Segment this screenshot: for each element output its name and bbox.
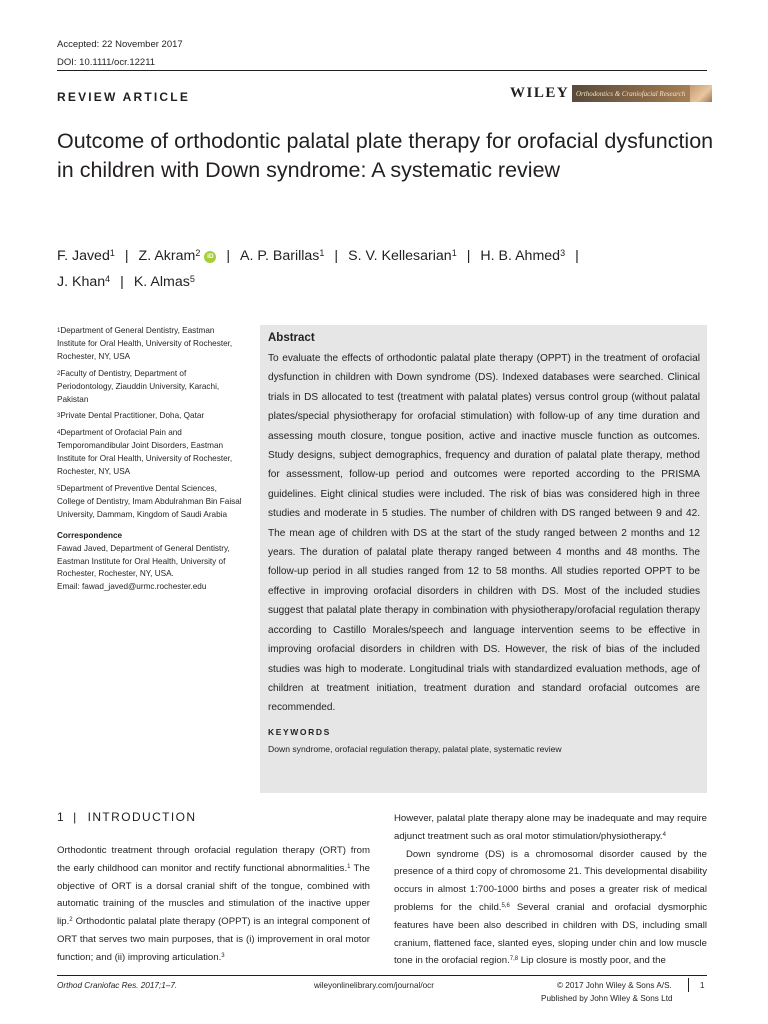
publisher-logo[interactable]: WILEY <box>510 85 570 101</box>
intro-paragraph-continued: However, palatal plate therapy alone may be inadequate and may require adjunct treatment such as oral motor stimulation/physiotherapy.$^4$ <box>394 813 707 842</box>
affiliation-3: $^3$Private Dental Practitioner, Doha, Qatar <box>57 411 205 421</box>
header-rule <box>57 70 707 71</box>
abstract-box <box>260 325 707 793</box>
footer-citation: Orthod Craniofac Res. 2017;1–7. <box>57 981 178 990</box>
citation-ref[interactable]: 4 <box>662 831 666 838</box>
citation-ref[interactable]: 1 <box>347 863 351 870</box>
footer-divider <box>688 978 689 992</box>
abstract-heading: Abstract <box>268 332 315 344</box>
citation-ref[interactable]: 3 <box>221 952 225 959</box>
footer-url[interactable]: wileyonlinelibrary.com/journal/ocr <box>314 981 434 990</box>
doi[interactable]: DOI: 10.1111/ocr.12211 <box>57 57 156 68</box>
citation-ref[interactable]: 5,6 <box>501 902 510 909</box>
citation-ref[interactable]: 7,8 <box>509 956 519 963</box>
accepted-date: Accepted: 22 November 2017 <box>57 39 183 50</box>
intro-right-column <box>394 810 707 970</box>
affiliation-5: $^5$Department of Preventive Dental Sciences, College of Dentistry, Imam Abdulrahman Bin Faisal University, Dammam, Kingdom of Saudi Arabia <box>57 483 242 519</box>
journal-cover-image <box>690 85 712 102</box>
author[interactable]: K. Almas$^5$ <box>133 274 195 290</box>
correspondence-text: Fawad Javed, Department of General Dentistry, Eastman Institute for Oral Health, University of Rochester, Rochester, NY, USA. <box>57 543 230 579</box>
keywords-text: Down syndrome, orofacial regulation therapy, palatal plate, systematic review <box>268 743 562 754</box>
affiliation-1: $^1$Department of General Dentistry, Eastman Institute for Oral Health, University of Rochester, Rochester, NY, USA <box>57 326 233 361</box>
author-list: F. Javed$^1$ | Z. Akram$^2$ iD | A. P. Barillas$^1$ | S. V. Kellesarian$^1$ | H. B. Ahmed$^3$ | J. Khan$^4$ | K. Almas$^5$ <box>57 248 579 290</box>
footer-rule <box>57 975 707 976</box>
author[interactable]: H. B. Ahmed$^3$ <box>480 248 566 264</box>
footer-copyright: © 2017 John Wiley & Sons A/S. <box>557 981 672 990</box>
author[interactable]: A. P. Barillas$^1$ <box>240 248 325 264</box>
keywords-heading: KEYWORDS <box>268 726 331 737</box>
intro-paragraph-1: Orthodontic treatment through orofacial regulation therapy (ORT) from the early childhood can monitor and rectify functional abnormalities.$^1$ The objective of ORT is a dorsal cranial shift of the tongue, combined with automatic training of the muscles and stimulation of the inactive upper lip.$^2$ Orthodontic palatal plate therapy (OPPT) is an integral component of ORT that serves two main purposes, that is (i) improvement in oral motor function; and (ii) improving articulation.$^3$ <box>57 845 370 963</box>
author[interactable]: J. Khan$^4$ <box>57 274 111 290</box>
page-number: 1 <box>700 981 705 990</box>
section-heading-introduction: 1 | INTRODUCTION <box>57 810 197 824</box>
author[interactable]: Z. Akram$^2$ iD <box>139 248 217 264</box>
journal-name: Orthodontics & Craniofacial Research <box>576 89 686 98</box>
footer-publisher: Published by John Wiley & Sons Ltd <box>541 994 673 1003</box>
author[interactable]: S. V. Kellesarian$^1$ <box>348 248 457 264</box>
abstract-text: To evaluate the effects of orthodontic palatal plate therapy (OPPT) in the treatment of orofacial dysfunction in children with Down syndrome (DS). Indexed databases were searched. Clinical trials in DS allocated to test (treatment with palatal plates) versus control group (without palatal plates/special physiotherapy for orofacial stimulation) with follow-up of any time duration and assessing mouth closure, tongue position, active and inactive muscle function as outcomes. Study designs, subject demographics, frequency and duration of palatal plate therapy, method for assessment, follow-up period and outcomes were reported according to the PRISMA guidelines. Eight clinical studies were included. The risk of bias was considered high in three studies and moderate in 5 studies. The number of children with DS ranged between 9 and 42. The mean age of children with DS at the start of the study ranged between 2 months and 12 years. The duration of palatal plate therapy ranged between 4 months and 48 months. The follow-up period in all studies ranged from 12 to 58 months. All studies reported OPPT to be effective in improving orofacial disorders in children with DS. Most of the included studies suggest that palatal plate therapy in combination with physiotherapy/orofacial regulation therapy according to Castillo Morales/speech and language intervention seems to be effective in improving orofacial disorders in children with DS. However, the risk of bias of the included studies was high to moderate. Longitudinal trials with standardized evaluation methods, age of children at treatment initiation, treatment duration and standard orofacial outcomes are recommended. <box>268 353 700 714</box>
orcid-icon[interactable]: iD <box>204 251 216 263</box>
journal-badge[interactable] <box>572 85 712 102</box>
correspondence-email[interactable]: Email: fawad_javed@urmc.rochester.edu <box>57 582 207 592</box>
affiliation-4: $^4$Department of Orofacial Pain and Temporomandibular Joint Disorders, Eastman Institute for Oral Health, University of Rochester, Rochester, NY, USA <box>57 428 233 477</box>
citation-ref[interactable]: 2 <box>69 917 73 924</box>
author[interactable]: F. Javed$^1$ <box>57 248 115 264</box>
affiliation-2: $^2$Faculty of Dentistry, Department of Periodontology, Ziauddin University, Karachi, Pakistan <box>57 368 220 404</box>
affiliations <box>57 325 242 594</box>
intro-paragraph-2: Down syndrome (DS) is a chromosomal disorder caused by the presence of a third copy of chromosome 21. This developmental disability occurs in almost 1:700-1000 births and poses a greater risk of medical problems for the child.$^{5,6}$ Several cranial and orofacial dysmorphic features have been also described in children with DS, including small cranium, flattened face, slanted eyes, sloping under chin and low muscle tone in the orofacial region.$^{7,8}$ Lip closure is mostly poor, and the <box>394 848 708 967</box>
article-type: REVIEW ARTICLE <box>57 90 191 104</box>
correspondence-heading: Correspondence <box>57 530 123 540</box>
paper-title: Outcome of orthodontic palatal plate therapy for orofacial dysfunction in children with Down syndrome: A systematic review <box>57 129 714 182</box>
